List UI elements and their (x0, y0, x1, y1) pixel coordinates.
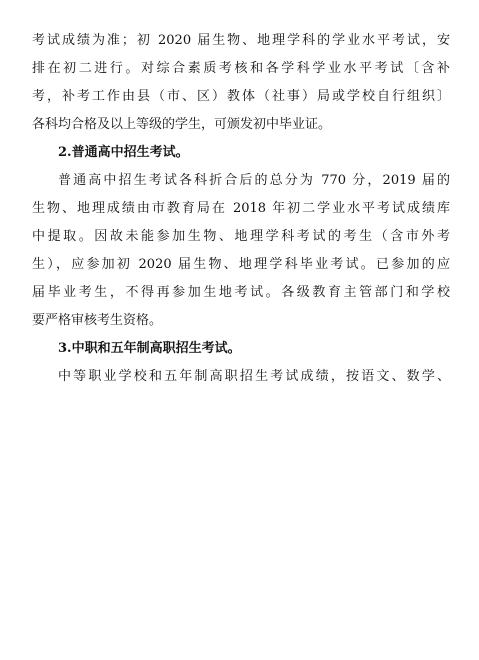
paragraph-intro-line-1: 考试成绩为准；初 2020 届生物、地理学科的学业水平考试，安 (32, 33, 450, 48)
heading-general-high-school: 2.普通高中招生考试。 (58, 145, 189, 160)
paragraph-2-line-4: 生），应参加初 2020 届生物、地理学科毕业考试。已参加的应 (32, 257, 450, 272)
paragraph-intro-line-2: 排在初二进行。对综合素质考核和各学科学业水平考试〔含补 (32, 61, 450, 76)
paragraph-2-line-1: 普通高中招生考试各科折合后的总分为 770 分，2019 届的 (58, 173, 450, 188)
paragraph-2-line-3: 中提取。因故未能参加生物、地理学科考试的考生（含市外考 (32, 229, 450, 244)
paragraph-2-line-2: 生物、地理成绩由市教育局在 2018 年初二学业水平考试成绩库 (32, 201, 450, 216)
paragraph-intro-line-4: 各科均合格及以上等级的学生，可颁发初中毕业证。 (32, 117, 332, 132)
paragraph-3-line-1: 中等职业学校和五年制高职招生考试成绩，按语文、数学、 (58, 369, 450, 384)
paragraph-2-line-6: 要严格审核考生资格。 (32, 313, 163, 328)
paragraph-2-line-5: 届毕业考生，不得再参加生地考试。各级教育主管部门和学校 (32, 285, 450, 300)
heading-vocational-exam: 3.中职和五年制高职招生考试。 (58, 341, 241, 356)
paragraph-intro-line-3: 考，补考工作由县（市、区）教体（社事）局或学校自行组织〕 (32, 89, 450, 104)
